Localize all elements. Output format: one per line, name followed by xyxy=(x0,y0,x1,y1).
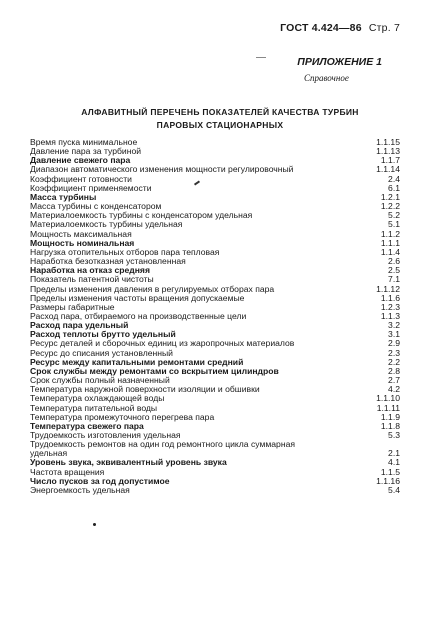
document-title xyxy=(40,106,400,132)
section-reference: 5.4 xyxy=(388,484,400,495)
indicator-name: Коэффициент готовности xyxy=(30,173,132,184)
indicator-name: Масса турбины xyxy=(30,191,97,202)
indicator-list xyxy=(30,138,400,495)
section-reference: 6.1 xyxy=(388,182,400,193)
section-reference: 1.1.3 xyxy=(380,310,400,321)
section-reference: 4.1 xyxy=(388,457,400,468)
indicator-name: Трудоемкость ремонтов на один год ремонтного цикла суммарная xyxy=(30,439,296,450)
page-header xyxy=(280,22,400,34)
section-reference: 1.1.2 xyxy=(380,228,400,239)
indicator-name: Температура свежего пара xyxy=(30,420,144,431)
indicator-name: Температура питательной воды xyxy=(30,402,158,413)
section-reference: 1.1.14 xyxy=(376,164,400,175)
section-reference: 1.1.7 xyxy=(380,155,400,166)
indicator-name: Температура охлаждающей воды xyxy=(30,393,165,404)
indicator-name: Мощность номинальная xyxy=(30,237,135,248)
section-reference: 1.1.13 xyxy=(376,146,400,157)
indicator-name: Ресурс до списания установленный xyxy=(30,347,173,358)
scan-dot-mark xyxy=(93,523,96,526)
section-reference: 2.7 xyxy=(388,375,400,386)
indicator-name: Срок службы полный назначенный xyxy=(30,375,170,386)
indicator-name: Расход теплоты брутто удельный xyxy=(30,329,176,340)
section-reference: 1.1.16 xyxy=(376,475,400,486)
indicator-name: Энергоемкость удельная xyxy=(30,484,130,495)
section-reference: 7.1 xyxy=(388,274,400,285)
indicator-name: Время пуска минимальное xyxy=(30,137,138,147)
section-reference: 2.4 xyxy=(388,173,400,184)
section-reference: 1.1.4 xyxy=(380,246,400,257)
indicator-name: Ресурс между капитальными ремонтами средний xyxy=(30,356,244,367)
indicator-name: Трудоемкость изготовления удельная xyxy=(30,430,181,440)
section-reference: 2.6 xyxy=(388,256,400,267)
indicator-name: Ресурс деталей и сборочных единиц из жаропрочных материалов xyxy=(30,338,295,349)
section-reference: 1.1.15 xyxy=(376,137,400,147)
section-reference: 1.1.10 xyxy=(376,393,400,404)
indicator-name: удельная xyxy=(30,448,68,459)
section-reference: 1.1.9 xyxy=(380,411,400,422)
section-reference: 1.2.3 xyxy=(380,301,400,312)
indicator-name: Материалоемкость турбины с конденсатором удельная xyxy=(30,210,253,221)
section-reference: 1.1.8 xyxy=(380,420,400,431)
list-item xyxy=(30,440,400,449)
indicator-name: Наработка на отказ средняя xyxy=(30,265,150,276)
section-reference: 3.2 xyxy=(388,320,400,331)
indicator-name: Мощность максимальная xyxy=(30,228,132,239)
document-title-line-2: ПАРОВЫХ СТАЦИОНАРНЫХ xyxy=(156,120,284,130)
indicator-name: Нагрузка отопительных отборов пара тепловая xyxy=(30,246,220,257)
indicator-name: Показатель патентной чистоты xyxy=(30,274,154,285)
section-reference: 2.9 xyxy=(388,338,400,349)
section-reference: 3.1 xyxy=(388,329,400,340)
section-reference: 2.3 xyxy=(388,347,400,358)
section-reference: 1.1.5 xyxy=(380,466,400,477)
indicator-name: Температура промежуточного перегрева пара xyxy=(30,411,215,422)
section-reference: 1.1.12 xyxy=(376,283,400,294)
section-reference: 2.5 xyxy=(388,265,400,276)
section-reference: 2.8 xyxy=(388,365,400,376)
indicator-name: Размеры габаритные xyxy=(30,301,115,312)
section-reference: 1.2.1 xyxy=(380,191,400,202)
indicator-name: Частота вращения xyxy=(30,466,105,477)
section-reference: 5.1 xyxy=(388,219,400,230)
indicator-name: Давление свежего пара xyxy=(30,155,131,166)
indicator-name: Давление пара за турбиной xyxy=(30,146,142,157)
indicator-name: Масса турбины с конденсатором xyxy=(30,201,162,212)
indicator-name: Расход пара, отбираемого на производственные цели xyxy=(30,310,247,321)
indicator-name: Коэффициент применяемости xyxy=(30,182,152,193)
document-title-line-1: АЛФАВИТНЫЙ ПЕРЕЧЕНЬ ПОКАЗАТЕЛЕЙ КАЧЕСТВА ТУРБИН xyxy=(81,107,359,117)
standard-number: ГОСТ 4.424—86 xyxy=(280,22,362,34)
section-reference: 5.3 xyxy=(388,430,400,440)
indicator-name: Уровень звука, эквивалентный уровень звука xyxy=(30,457,227,468)
section-reference: 1.1.11 xyxy=(376,402,400,413)
indicator-name: Срок службы между ремонтами со вскрытием цилиндров xyxy=(30,365,279,376)
indicator-name: Пределы изменения давления в регулируемых отборах пара xyxy=(30,283,275,294)
indicator-name: Материалоемкость турбины удельная xyxy=(30,219,183,230)
section-reference: 1.1.1 xyxy=(380,237,400,248)
section-reference: 2.1 xyxy=(388,448,400,459)
section-reference: 5.2 xyxy=(388,210,400,221)
section-reference: 1.2.2 xyxy=(380,201,400,212)
list-item xyxy=(30,486,400,495)
page-number: Стр. 7 xyxy=(368,22,400,34)
indicator-name: Температура наружной поверхности изоляции и обшивки xyxy=(30,384,260,395)
indicator-name: Расход пара удельный xyxy=(30,320,129,331)
section-reference: 4.2 xyxy=(388,384,400,395)
appendix-subtitle: Справочное xyxy=(304,73,349,83)
indicator-name: Число пусков за год допустимое xyxy=(30,475,170,486)
indicator-name: Наработка безотказная установленная xyxy=(30,256,186,267)
indicator-name: Пределы изменения частоты вращения допускаемые xyxy=(30,292,245,303)
indicator-name: Диапазон автоматического изменения мощности регулировочный xyxy=(30,164,294,175)
appendix-title: ПРИЛОЖЕНИЕ 1 xyxy=(297,56,382,68)
scan-dash-mark xyxy=(256,57,266,58)
section-reference: 1.1.6 xyxy=(380,292,400,303)
section-reference: 2.2 xyxy=(388,356,400,367)
